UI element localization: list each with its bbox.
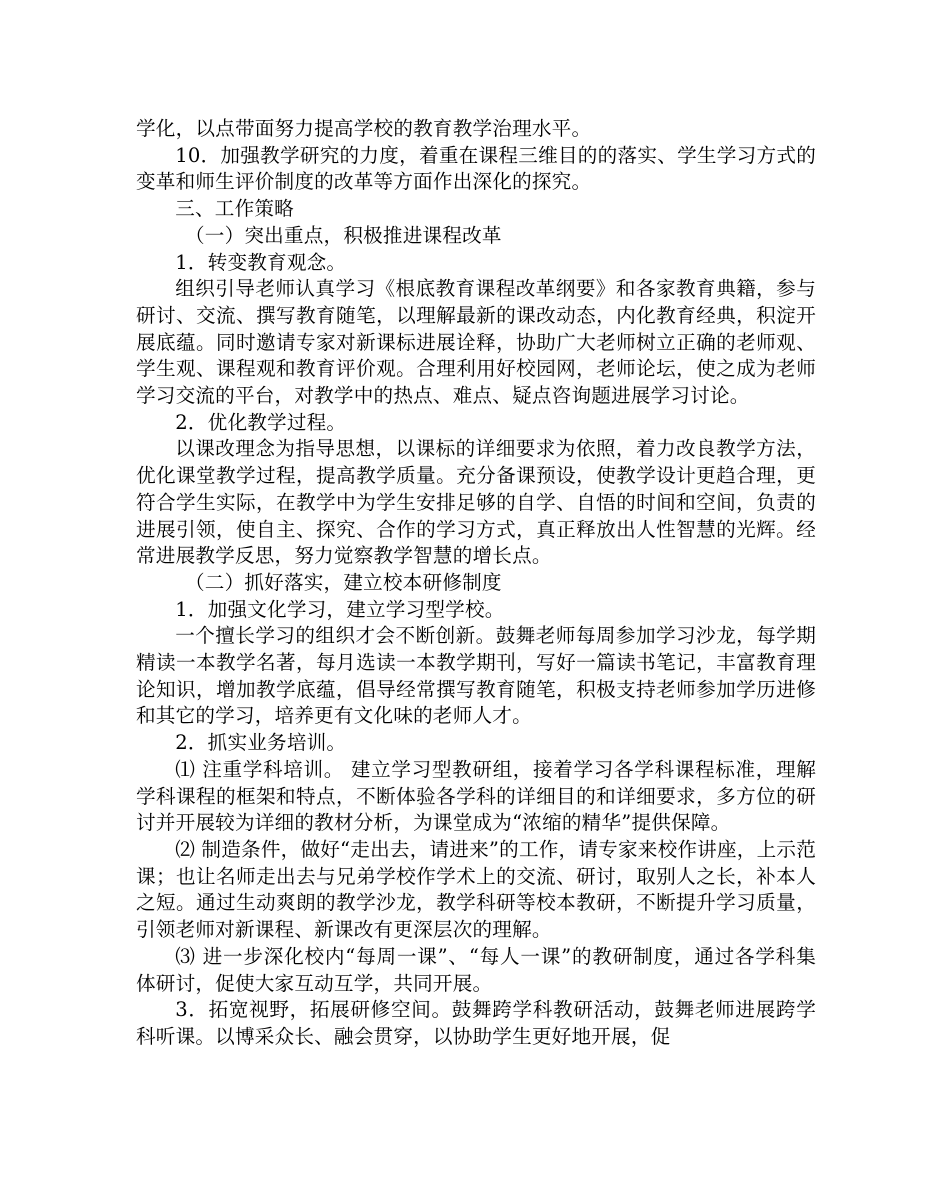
paragraph: ⑵ 制造条件，做好“走出去，请进来”的工作，请专家来校作讲座，上示范课；也让名师走出去与兄弟学校作学术上的交流、研讨，取别人之长，补本人之短。通过生动爽朗的教学沙龙，教学科研等校本教研，不断提升学习质量，引领老师对新课程、新课改有更深层次的理解。 [136,837,816,942]
paragraph: ⑴ 注重学科培训。 建立学习型教研组，接着学习各学科课程标准，理解学科课程的框架和特点，不断体验各学科的详细目的和详细要求，多方位的研讨并开展较为详细的教材分析，为课堂成为“浓缩的精华”提供保障。 [136,757,816,835]
paragraph: 2．优化教学过程。 [175,410,347,434]
paragraph: ⑶ 进一步深化校内“每周一课”、“每人一课”的教研制度，通过各学科集体研讨，促使大家互动互学，共同开展。 [136,944,816,995]
paragraph: （一）突出重点，积极推进课程改革 [185,223,502,247]
paragraph: 组织引导老师认真学习《根底教育课程改革纲要》和各家教育典籍，参与研讨、交流、撰写教育随笔，以理解最新的课改动态，内化教育经典，积淀开展底蕴。同时邀请专家对新课标进展诠释，协助广大老师树立正确的老师观、学生观、课程观和教育评价观。合理利用好校园网，老师论坛，使之成为老师学习交流的平台，对教学中的热点、难点、疑点咨询题进展学习讨论。 [136,277,816,408]
paragraph: 一个擅长学习的组织才会不断创新。鼓舞老师每周参加学习沙龙，每学期精读一本教学名著，每月选读一本教学期刊，写好一篇读书笔记，丰富教育理论知识，增加教学底蕴，倡导经常撰写教育随笔，积极支持老师参加学历进修和其它的学习，培养更有文化味的老师人才。 [136,624,816,728]
paragraph: 学化，以点带面努力提高学校的教育教学治理水平。 [136,117,592,140]
paragraph: 1．转变教育观念。 [175,250,347,274]
paragraph: 1．加强文化学习，建立学习型学校。 [175,597,505,621]
paragraph: （二）抓好落实，建立校本研修制度 [185,570,502,594]
paragraph: 10．加强教学研究的力度，着重在课程三维目的的落实、学生学习方式的变革和师生评价制度的改革等方面作出深化的探究。 [136,143,816,194]
paragraph: 三、工作策略 [175,197,294,221]
paragraph: 2．抓实业务培训。 [175,731,347,755]
document-page [136,116,816,1051]
paragraph: 以课改理念为指导思想，以课标的详细要求为依照，着力改良教学方法，优化课堂教学过程，提高教学质量。充分备课预设，使教学设计更趋合理，更符合学生实际，在教学中为学生安排足够的自学、自悟的时间和空间，负责的进展引领，使自主、探究、合作的学习方式，真正释放出人性智慧的光辉。经常进展教学反思，努力觉察教学智慧的增长点。 [136,437,816,568]
paragraph: 3．拓宽视野，拓展研修空间。鼓舞跨学科教研活动，鼓舞老师进展跨学科听课。以博采众长、融会贯穿，以协助学生更好地开展，促 [136,998,816,1048]
